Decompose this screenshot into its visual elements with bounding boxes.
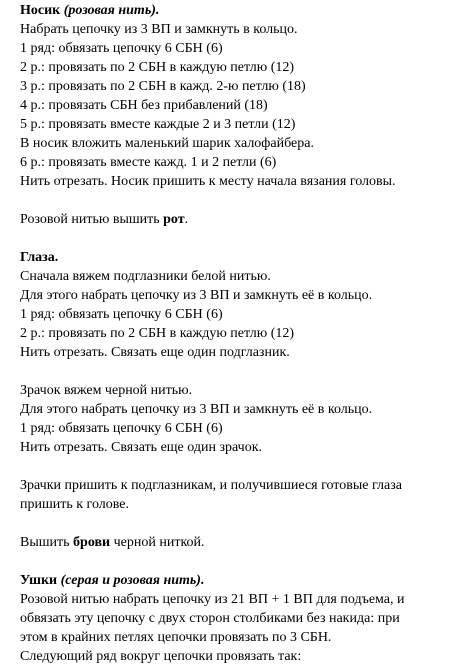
pupil-line-3: 1 ряд: обвязать цепочку 6 СБН (6) [20,421,223,436]
pupil-line-4: Нить отрезать. Связать еще один зрачок. [20,440,263,455]
nose-line-2: 1 ряд: обвязать цепочку 6 СБН (6) [20,41,223,56]
spacer [20,191,466,210]
nose-line-3: 2 р.: провязать по 2 СБН в каждую петлю (12) [20,60,295,75]
ears-line-1: Розовой нитью набрать цепочку из 21 ВП + 1 ВП для подъема, и [20,592,405,607]
spacer [20,457,466,476]
eyes-line-3: 1 ряд: обвязать цепочку 6 СБН (6) [20,307,223,322]
heading-ears-title: Ушки [20,573,58,588]
attach-line-2: пришить к голове. [20,497,129,512]
nose-line-4: 3 р.: провязать по 2 СБН в кажд. 2-ю петлю (18) [20,79,306,94]
ears-line-2: обвязать эту цепочку с двух сторон столбиками без накида: при [20,611,400,626]
nose-line-1: Набрать цепочку из 3 ВП и замкнуть в кольцо. [20,22,298,37]
mouth-text: Розовой нитью вышить [20,212,164,227]
mouth-instruction [20,210,466,229]
eyes-line-4: 2 р.: провязать по 2 СБН в каждую петлю (12) [20,326,295,341]
nose-line-6: 5 р.: провязать вместе каждые 2 и 3 петли (12) [20,117,296,132]
eyes-line-5: Нить отрезать. Связать еще один подглазник. [20,345,290,360]
ears-line-3: этом в крайних петлях цепочки провязать по 3 СБН. [20,630,332,645]
heading-eyes-title: Глаза. [20,250,59,265]
heading-ears [20,571,466,590]
heading-eyes [20,248,466,267]
heading-nose [20,1,466,20]
pupil-line-1: Зрачок вяжем черной нитью. [20,383,193,398]
heading-ears-subtitle: (серая и розовая нить). [60,573,205,588]
spacer [20,229,466,248]
mouth-bold: рот [163,212,185,227]
spacer [20,514,466,533]
brows-instruction [20,533,466,552]
spacer [20,362,466,381]
attach-line-1: Зрачки пришить к подглазникам, и получившиеся готовые глаза [20,478,402,493]
eyes-line-2: Для этого набрать цепочку из 3 ВП и замкнуть её в кольцо. [20,288,373,303]
nose-line-7: В носик вложить маленький шарик халофайбера. [20,136,314,151]
brows-end: черной ниткой. [110,535,205,550]
nose-line-8: 6 р.: провязать вместе кажд. 1 и 2 петли (6) [20,155,277,170]
nose-line-5: 4 р.: провязать СБН без прибавлений (18) [20,98,268,113]
pupil-line-2: Для этого набрать цепочку из 3 ВП и замкнуть её в кольцо. [20,402,373,417]
heading-nose-title: Носик [20,3,61,18]
spacer [20,552,466,571]
brows-bold: брови [73,535,111,550]
ears-line-4: Следующий ряд вокруг цепочки провязать так: [20,649,302,664]
brows-text: Вышить [20,535,74,550]
nose-line-9: Нить отрезать. Носик пришить к месту начала вязания головы. [20,174,396,189]
mouth-end: . [184,212,189,227]
eyes-line-1: Сначала вяжем подглазники белой нитью. [20,269,271,284]
heading-nose-subtitle: (розовая нить). [63,3,160,18]
